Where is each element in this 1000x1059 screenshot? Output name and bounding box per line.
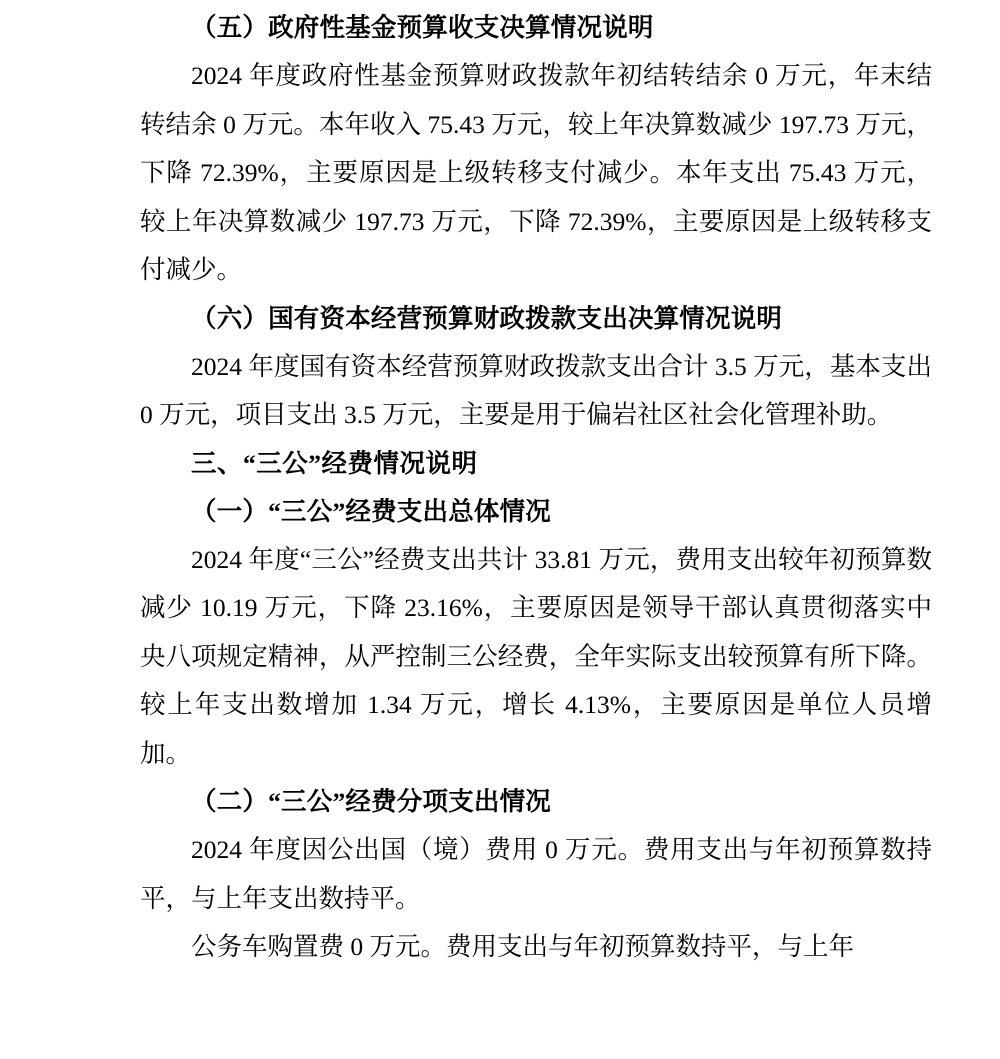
section-heading-three-public-funds: 三、“三公”经费情况说明 (191, 448, 478, 478)
section-6-paragraph-1: 2024 年度国有资本经营预算财政拨款支出合计 3.5 万元，基本支出 0 万元，项目支出 3.5 万元，主要是用于偏岩社区社会化管理补助。 (140, 351, 932, 429)
subsection-2-paragraph-1: 2024 年度因公出国（境）费用 0 万元。费用支出与年初预算数持平，与上年支出数持平。 (140, 835, 932, 913)
section-heading-5: （五）政府性基金预算收支决算情况说明 (191, 13, 654, 42)
subsection-heading-1-overall: （一）“三公”经费支出总体情况 (191, 496, 552, 526)
subsection-heading-2-itemized: （二）“三公”经费分项支出情况 (191, 787, 552, 816)
document-body (140, 4, 932, 972)
section-heading-6: （六）国有资本经营预算财政拨款支出决算情况说明 (191, 303, 783, 333)
subsection-1-paragraph-1: 2024 年度“三公”经费支出共计 33.81 万元，费用支出较年初预算数减少 10.19 万元，下降 23.16%，主要原因是领导干部认真贯彻落实中央八项规定精神，从严控制三公经费，全年实际支出较预算有所下降。较上年支出数增加 1.34 万元，增长 4.13%，主要原因是单位人员增加。 (140, 544, 932, 768)
subsection-2-paragraph-2: 公务车购置费 0 万元。费用支出与年初预算数持平，与上年 (191, 932, 855, 961)
section-5-paragraph-1: 2024 年度政府性基金预算财政拨款年初结转结余 0 万元，年末结转结余 0 万元。本年收入 75.43 万元，较上年决算数减少 197.73 万元，下降 72.39%，主要原因是上级转移支付减少。本年支出 75.43 万元，较上年决算数减少 197.73 万元，下降 72.39%，主要原因是上级转移支付减少。 (140, 61, 932, 284)
